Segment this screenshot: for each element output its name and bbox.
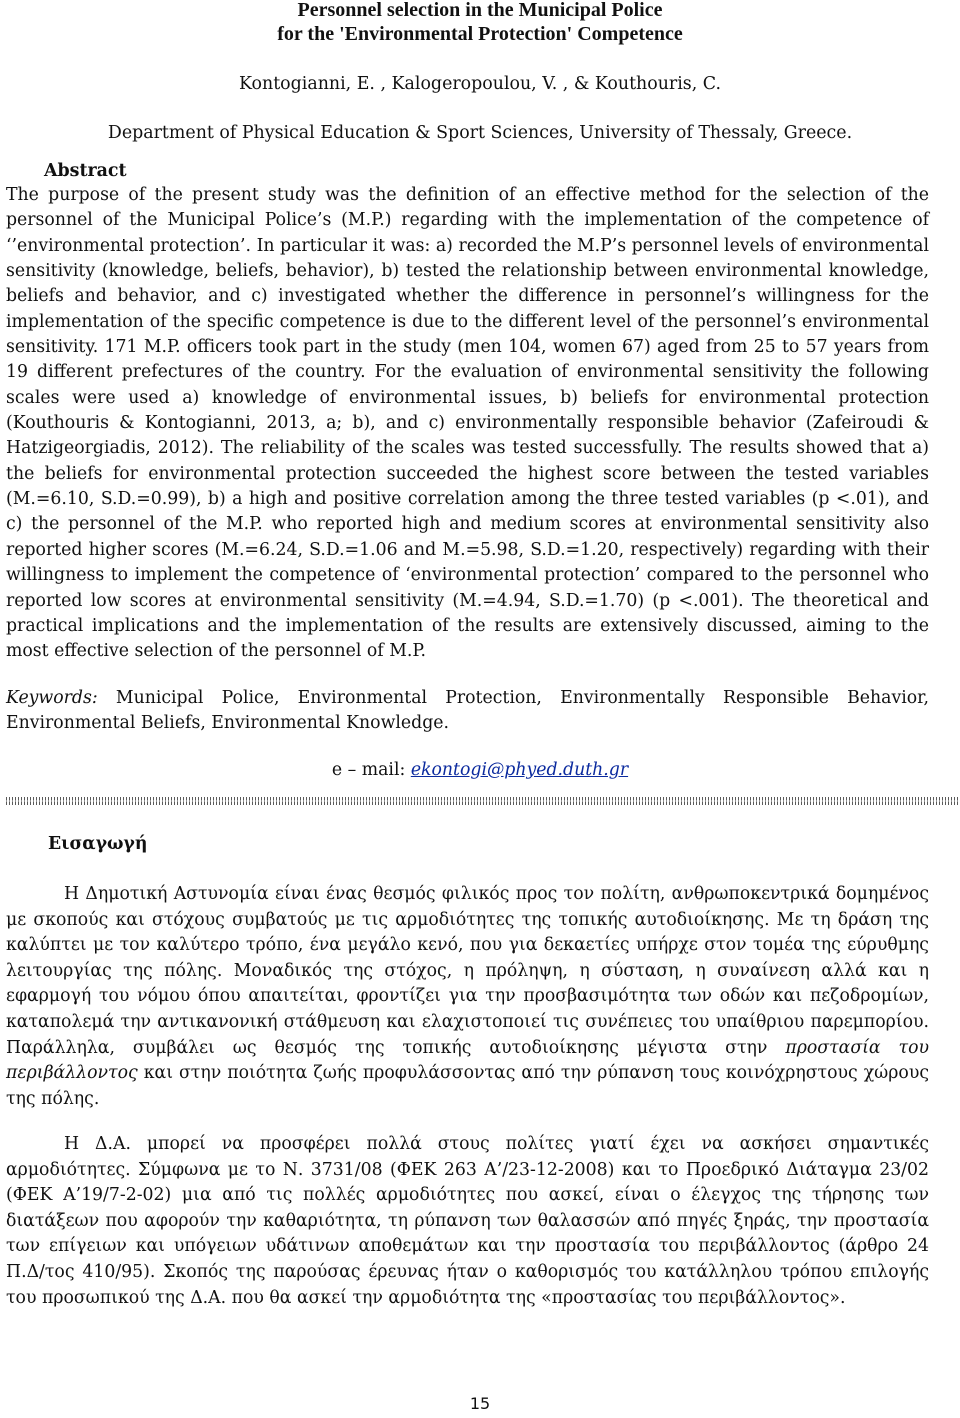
paper-title-line-1: Personnel selection in the Municipal Police (297, 0, 663, 21)
abstract-heading: Abstract (44, 161, 127, 181)
email-prefix: e – mail: (331, 760, 406, 780)
section-divider (6, 797, 958, 805)
affiliation: Department of Physical Education & Sport Sciences, University of Thessaly, Greece. (107, 123, 853, 143)
email-link[interactable]: ekontogi@phyed.duth.gr (410, 760, 629, 780)
introduction-paragraph-1-emphasis: προστασία του περιβάλλοντος (6, 1037, 930, 1084)
introduction-paragraph-2: Η Δ.Α. μπορεί να προσφέρει πολλά στους πολίτες γιατί έχει να ασκήσει σημαντικές αρμοδιότητες. Σύμφωνα με το Ν. 3731/08 (ΦΕΚ 263 Α’/23-12-2008) και το Προεδρικό Διάταγμα 23/02 (ΦΕΚ Α’19/7-2-02) μια από τις πολλές αρμοδιότητες που ασκεί, είναι ο έλεγχος της τήρησης των διατάξεων που αφορούν την καθαριότητα, τη ρύπανση των θαλασσών από πηγές ξηράς, την προστασία των επίγειων και υπόγειων υδάτινων αποθεμάτων και την προστασία του περιβάλλοντος (άρθρο 24 Π.Δ/τος 410/95). Σκοπός της παρούσας έρευνας ήταν ο καθορισμός του κατάλληλου τρόπου επιλογής του προσωπικού της Δ.Α. που θα ασκεί την αρμοδιότητα της «προστασίας του περιβάλλοντος». (6, 1134, 929, 1308)
contact-email-line (0, 758, 960, 782)
introduction-heading: Εισαγωγή (48, 834, 148, 854)
introduction-paragraph-1-end: και στην ποιότητα ζωής προφυλάσσοντας από την ρύπανση τους κοινόχρηστους χώρους της πόλης. (6, 1063, 929, 1109)
abstract-body: The purpose of the present study was the definition of an effective method for the selection of the personnel of the Municipal Police’s (M.P.) regarding with the implementation of the competence of ‘’environmental protection’. In particular it was: a) recorded the M.P’s personnel levels of environmental sensitivity (knowledge, beliefs, behavior), b) tested the relationship between environmental knowledge, beliefs and behavior, and c) investigated whether the difference in personnel’s willingness for the implementation of the specific competence is due to the different level of the personnel’s environmental sensitivity. 171 M.P. officers took part in the study (men 104, women 67) aged from 25 to 57 years from 19 different prefectures of the country. For the evaluation of environmental sensitivity the following scales were used a) knowledge of environmental issues, b) beliefs for environmental protection (Kouthouris & Kontogianni, 2013, a; b), and c) environmentally responsible behavior (Zafeiroudi & Hatzigeorgiadis, 2012). The reliability of the scales was tested successfully. The results showed that a) the beliefs for environmental protection succeeded the highest score between the tested variables (M.=6.10, S.D.=0.99), b) a high and positive correlation among the three tested variables (p <.01), and c) the personnel of the M.P. who reported high and medium scores at environmental sensitivity also reported higher scores (M.=6.24, S.D.=1.06 and M.=5.98, S.D.=1.20, respectively) regarding with their willingness to implement the competence of ‘environmental protection’ compared to the personnel who reported low scores at environmental sensitivity (M.=4.94, S.D.=1.70) (p <.001). The theoretical and practical implications and the implementation of the results are extensively discussed, aiming to the most effective selection of the personnel of M.P. (6, 185, 929, 662)
keywords-block (6, 686, 929, 736)
page-number: 15 (469, 1394, 491, 1413)
introduction-paragraph-1-start: Η Δημοτική Αστυνομία είναι ένας θεσμός φιλικός προς τον πολίτη, ανθρωποκεντρικά δομημένος με σκοπούς και στόχους συμβατούς με τις αρμοδιότητες της τοπικής αυτοδιοίκησης. Με τη δράση της καλύπτει με τον καλύτερο τρόπο, ένα μεγάλο κενό, που για δεκαετίες υπήρχε στον τομέα της εύρυθμης λειτουργίας της πόλης. Μοναδικός της στόχος, η πρόληψη, η σύσταση, η συναίνεση αλλά και η εφαρμογή του νόμου όπου απαιτείται, φροντίζει για την προσβασιμότητα των οδών και πεζοδρομίων, καταπολεμά την αντικανονική στάθμευση και ελαχιστοποιεί τις συνέπειες του υπαίθριου παρεμπορίου. Παράλληλα, συμβάλει ως θεσμός της τοπικής αυτοδιοίκησης μέγιστα στην (6, 884, 929, 1058)
keywords-text: Municipal Police, Environmental Protection, Environmentally Responsible Behavior, Environmental Beliefs, Environmental Knowledge. (6, 688, 929, 733)
keywords-label: Keywords: (6, 688, 98, 708)
paper-title-line-2: for the 'Environmental Protection' Competence (277, 23, 683, 45)
introduction-paragraph-1 (6, 882, 929, 1112)
author-list: Kontogianni, E. , Kalogeropoulou, V. , & Kouthouris, C. (239, 74, 721, 94)
